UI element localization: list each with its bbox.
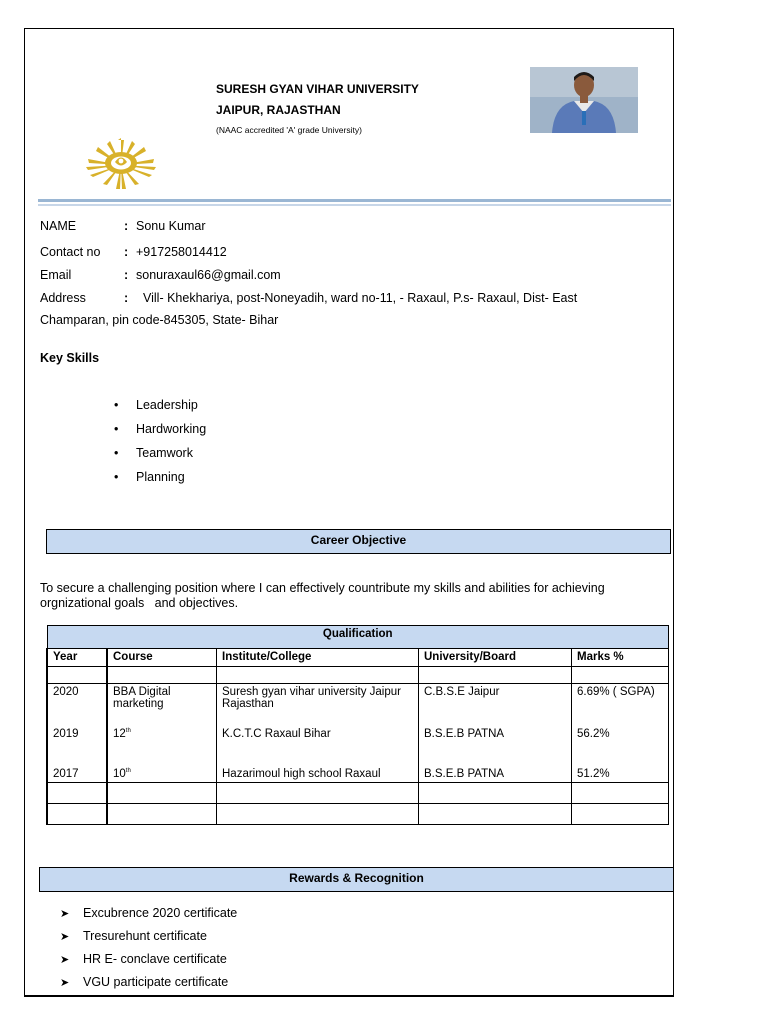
header-divider: [38, 199, 671, 202]
contact-value: +917258014412: [136, 245, 227, 259]
colon: :: [124, 245, 129, 259]
arrow-bullet-icon: ➤: [60, 977, 70, 989]
skills-list: [114, 397, 206, 493]
reward-label: Tresurehunt certificate: [83, 929, 207, 943]
address-label: Address: [40, 291, 86, 305]
column-header: University/Board: [419, 649, 572, 667]
list-item: [60, 928, 237, 951]
skill-label: Planning: [136, 470, 185, 484]
name-value: Sonu Kumar: [136, 219, 206, 233]
course-superscript: th: [125, 728, 131, 735]
bullet-icon: •: [114, 470, 119, 484]
table-row: [47, 726, 669, 766]
arrow-bullet-icon: ➤: [60, 931, 70, 943]
list-item: [114, 421, 206, 445]
skill-label: Teamwork: [136, 446, 193, 460]
table-row: [47, 667, 669, 684]
personal-address-row: [40, 290, 577, 306]
career-objective-heading: Career Objective: [46, 529, 671, 554]
column-header: Course: [107, 649, 217, 667]
board-cell: C.B.S.E Jaipur: [419, 684, 572, 727]
email-value: sonuraxaul66@gmail.com: [136, 268, 281, 282]
arrow-bullet-icon: ➤: [60, 954, 70, 966]
profile-photo: [530, 67, 638, 133]
list-item: [60, 905, 237, 928]
list-item: [114, 445, 206, 469]
colon: :: [124, 268, 129, 282]
course-cell: BBA Digital marketing: [107, 684, 217, 727]
skill-label: Hardworking: [136, 422, 207, 436]
career-objective-text: [40, 581, 660, 611]
institute-cell: Hazarimoul high school Raxaul: [217, 766, 419, 783]
university-logo-icon: [68, 135, 174, 191]
personal-email-row: [40, 267, 281, 283]
university-location: JAIPUR, RAJASTHAN: [216, 103, 341, 117]
skill-label: Leadership: [136, 398, 198, 412]
list-item: [114, 469, 206, 493]
rewards-list: [60, 905, 237, 997]
name-label: NAME: [40, 219, 77, 233]
bullet-icon: •: [114, 422, 119, 436]
objective-line: To secure a challenging position where I can effectively countribute my skills and abilities for achieving: [40, 581, 605, 595]
marks-cell: 56.2%: [572, 726, 669, 766]
list-item: [114, 397, 206, 421]
address-continuation: Champaran, pin code-845305, State- Bihar: [40, 313, 279, 327]
list-item: [60, 951, 237, 974]
year-cell: 2020: [47, 684, 107, 727]
colon: :: [124, 219, 129, 233]
year-cell: 2017: [47, 766, 107, 783]
reward-label: VGU participate certificate: [83, 975, 229, 989]
table-row: [47, 804, 669, 825]
reward-label: Excubrence 2020 certificate: [83, 906, 238, 920]
course-cell: [107, 726, 217, 766]
header-divider-thin: [38, 204, 671, 206]
course-text: 10: [113, 768, 126, 780]
key-skills-heading: Key Skills: [40, 351, 100, 365]
course-text: 12: [113, 728, 126, 740]
list-item: [60, 974, 237, 997]
objective-line: orgnizational goals and objectives.: [40, 596, 239, 610]
table-row: [47, 766, 669, 783]
accreditation-note: (NAAC accredited 'A' grade University): [216, 125, 362, 135]
contact-label: Contact no: [40, 245, 101, 259]
email-label: Email: [40, 268, 72, 282]
reward-label: HR E- conclave certificate: [83, 952, 227, 966]
column-header: Year: [47, 649, 107, 667]
university-name: SURESH GYAN VIHAR UNIVERSITY: [216, 82, 419, 96]
rewards-heading: Rewards & Recognition: [39, 867, 674, 892]
bullet-icon: •: [114, 446, 119, 460]
board-cell: B.S.E.B PATNA: [419, 726, 572, 766]
table-row: [47, 783, 669, 804]
arrow-bullet-icon: ➤: [60, 908, 70, 920]
bullet-icon: •: [114, 398, 119, 412]
institute-cell: Suresh gyan vihar university Jaipur Rajasthan: [217, 684, 419, 727]
column-header: Institute/College: [217, 649, 419, 667]
address-value: Vill- Khekhariya, post-Noneyadih, ward no-11, - Raxaul, P.s- Raxaul, Dist- East: [143, 291, 578, 305]
colon: :: [124, 291, 129, 305]
marks-cell: 6.69% ( SGPA): [572, 684, 669, 727]
qualification-heading: Qualification: [47, 626, 669, 649]
course-superscript: th: [125, 768, 131, 775]
personal-contact-row: [40, 244, 227, 260]
year-cell: 2019: [47, 726, 107, 766]
course-cell: [107, 766, 217, 783]
column-header: Marks %: [572, 649, 669, 667]
qualification-table: [46, 625, 669, 825]
table-row: [47, 684, 669, 727]
board-cell: B.S.E.B PATNA: [419, 766, 572, 783]
marks-cell: 51.2%: [572, 766, 669, 783]
personal-name-row: [40, 218, 205, 234]
institute-cell: K.C.T.C Raxaul Bihar: [217, 726, 419, 766]
